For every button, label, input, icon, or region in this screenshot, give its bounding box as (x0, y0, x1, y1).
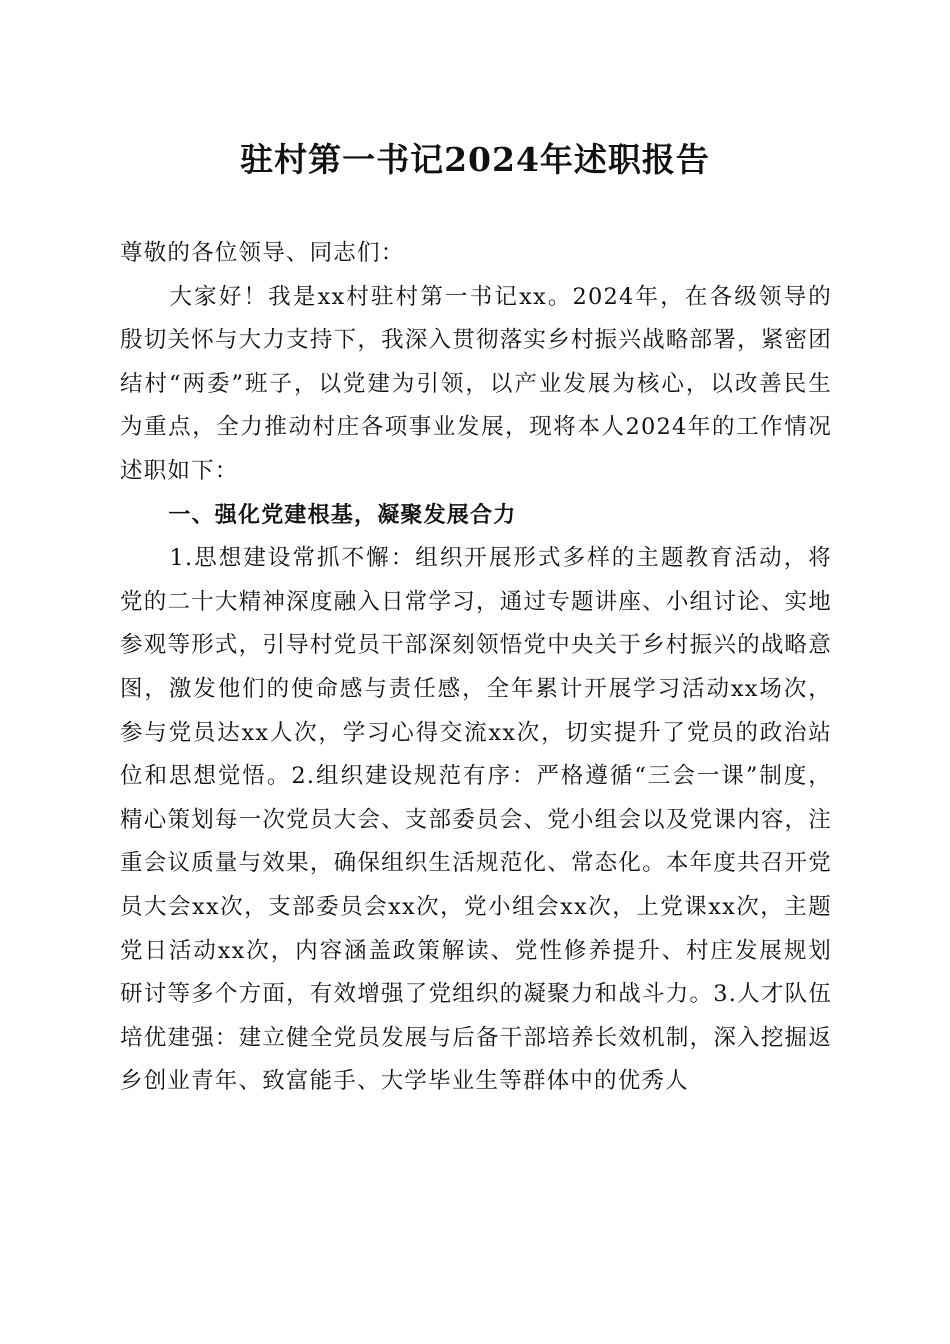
section-heading: 一、强化党建根基，凝聚发展合力 (168, 502, 517, 528)
intro-paragraph: 大家好！我是xx村驻村第一书记xx。2024年，在各级领导的殷切关怀与大力支持下，我深入贯彻落实乡村振兴战略部署，紧密团结村“两委”班子，以党建为引领，以产业发展为核心，以改善民生为重点，全力推动村庄各项事业发展，现将本人2024年的工作情况述职如下： (120, 283, 832, 484)
document-body (120, 232, 832, 1104)
document-title: 驻村第一书记2024年述职报告 (240, 140, 710, 179)
section-paragraph: 1.思想建设常抓不懈：组织开展形式多样的主题教育活动，将党的二十大精神深度融入日常学习，通过专题讲座、小组讨论、实地参观等形式，引导村党员干部深刻领悟党中央关于乡村振兴的战略意图，激发他们的使命感与责任感，全年累计开展学习活动xx场次，参与党员达xx人次，学习心得交流xx次，切实提升了党员的政治站位和思想觉悟。2.组织建设规范有序：严格遵循“三会一课”制度，精心策划每一次党员大会、支部委员会、党小组会以及党课内容，注重会议质量与效果，确保组织生活规范化、常态化。本年度共召开党员大会xx次，支部委员会xx次，党小组会xx次，上党课xx次，主题党日活动xx次，内容涵盖政策解读、党性修养提升、村庄发展规划研讨等多个方面，有效增强了党组织的凝聚力和战斗力。3.人才队伍培优建强：建立健全党员发展与后备干部培养长效机制，深入挖掘返乡创业青年、致富能手、大学毕业生等群体中的优秀人 (120, 545, 832, 1095)
salutation: 尊敬的各位领导、同志们： (120, 240, 405, 266)
